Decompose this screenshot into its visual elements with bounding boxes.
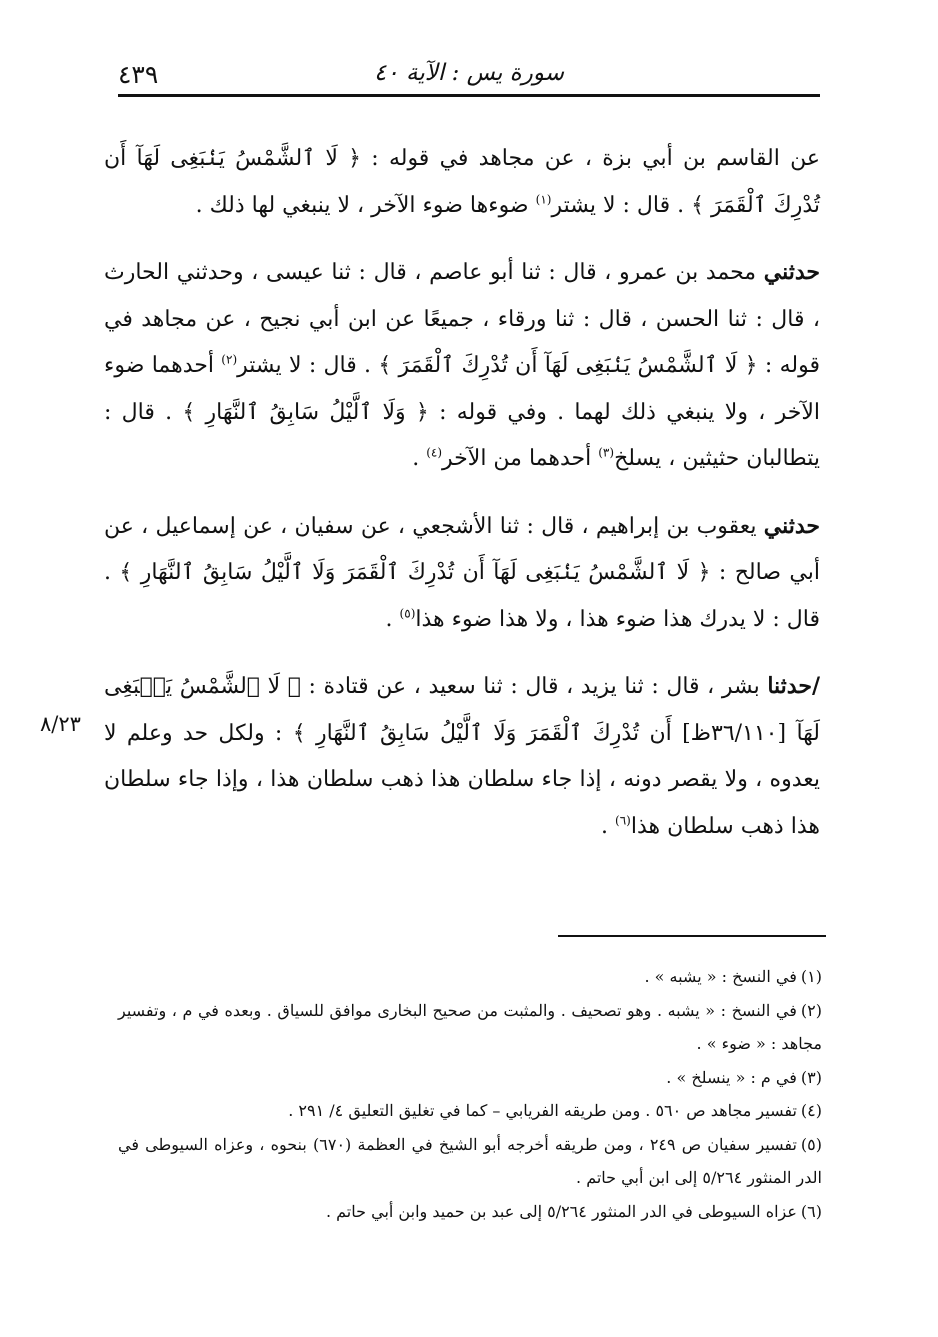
- main-text: [104, 136, 820, 850]
- footnote-3: [118, 1061, 822, 1095]
- footnote-1: [118, 960, 822, 994]
- footnote-reference[interactable]: (٦): [615, 813, 631, 828]
- running-head: [118, 58, 820, 97]
- page-number: ٤٣٩: [118, 60, 159, 89]
- paragraph-text: عن القاسم بن أبي بزة ، عن مجاهد في قوله : ﴿ لَا ٱلشَّمْسُ يَنۢبَغِى لَهَآ أَن تُدْرِكَ ٱلْقَمَرَ ﴾ . قال : لا يشتر: [104, 146, 820, 218]
- footnote-number: (٦): [800, 1201, 822, 1221]
- footnote-text: عزاه السيوطى في الدر المنثور ٥/٢٦٤ إلى عبد بن حميد وابن أبي حاتم .: [325, 1201, 797, 1221]
- footnote-reference[interactable]: (١): [535, 192, 552, 207]
- paragraph-text: .: [385, 606, 400, 632]
- paragraph-text: يعقوب بن إبراهيم ، قال : ثنا الأشجعي ، عن سفيان ، عن إسماعيل ، عن أبي صالح : ﴿ لَا ٱلشَّمْسُ يَنۢبَغِى لَهَآ أَن تُدْرِكَ ٱلْقَمَرَ وَلَا ٱلَّيْلُ سَابِقُ ٱلنَّهَارِ ﴾ . قال : لا يدرك هذا ضوء هذا ، ولا هذا ضوء هذا: [104, 513, 820, 632]
- paragraph-text: .: [601, 813, 616, 839]
- footnote-separator: [558, 935, 826, 937]
- paragraph-text: محمد بن عمرو ، قال : ثنا أبو عاصم ، قال : ثنا عيسى ، وحدثني الحارث ، قال : ثنا الحسن ، قال : ثنا ورقاء ، جميعًا عن ابن أبي نجيح ، عن مجاهد في قوله : ﴿ لَا ٱلشَّمْسُ يَنۢبَغِى لَهَآ أَن تُدْرِكَ ٱلْقَمَرَ ﴾ . قال : لا يشتر: [104, 260, 820, 378]
- footnote-6: [118, 1195, 822, 1229]
- footnote-text: تفسير سفيان ص ٢٤٩ ، ومن طريقه أخرجه أبو الشيخ في العظمة (٦٧٠) بنحوه ، وعزاه السيوطى في الدر المنثور ٥/٢٦٤ إلى ابن أبي حاتم .: [118, 1134, 822, 1187]
- footnote-reference[interactable]: (٣): [598, 445, 615, 460]
- paragraph-2: [104, 249, 820, 483]
- paragraph-text: ضوءها ضوء الآخر ، لا ينبغي لها ذلك .: [195, 192, 536, 218]
- isnad-lead: حدثني: [763, 512, 820, 539]
- footnote-text: في م : « ينسلخ » .: [666, 1067, 797, 1087]
- footnotes: [118, 960, 822, 1228]
- footnote-2: [118, 994, 822, 1061]
- footnote-reference[interactable]: (٥): [399, 606, 416, 621]
- isnad-lead: /حدثنا: [767, 673, 820, 699]
- margin-reference: ٨/٢٣: [40, 712, 81, 736]
- footnote-text: في النسخ : « يشبه » .: [644, 967, 797, 986]
- footnote-number: (٣): [800, 1067, 822, 1087]
- footnote-text: في النسخ : « يشبه . وهو تصحيف . والمثبت من صحيح البخارى موافق للسياق . وبعده في م ، وتفسير مجاهد : « ضوء » .: [118, 1000, 822, 1053]
- footnote-number: (١): [800, 967, 822, 986]
- paragraph-1: [104, 136, 820, 229]
- footnote-5: [118, 1128, 822, 1195]
- paragraph-3: [104, 503, 820, 644]
- footnote-text: تفسير مجاهد ص ٥٦٠ . ومن طريقه الفريابي – كما في تغليق التعليق ٤/ ٢٩١ .: [288, 1101, 797, 1120]
- paragraph-text: أحدهما من الآخر: [442, 446, 599, 471]
- paragraph-text: بشر ، قال : ثنا يزيد ، قال : ثنا سعيد ، عن قتادة : ﴿ لَا ٱلشَّمْسُ يَنۢبَغِى لَهَآ [٣٦/١١٠ظ] أَن تُدْرِكَ ٱلْقَمَرَ وَلَا ٱلَّيْلُ سَابِقُ ٱلنَّهَارِ ﴾ : ولكل حد وعلم لا يعدوه ، ولا يقصر دونه ، إذا جاء سلطان هذا ذهب سلطان هذا ، وإذا جاء سلطان هذا ذهب سلطان هذا: [104, 674, 820, 839]
- footnote-reference[interactable]: (٤): [426, 445, 443, 460]
- footnote-number: (٤): [800, 1101, 822, 1120]
- footnote-4: [118, 1094, 822, 1128]
- footnote-number: (٢): [800, 1000, 822, 1020]
- isnad-lead: حدثني: [763, 259, 820, 285]
- running-head-title: سورة يس : الآية ٤٠: [374, 60, 564, 86]
- footnote-number: (٥): [800, 1134, 823, 1154]
- footnote-reference[interactable]: (٢): [221, 352, 238, 367]
- paragraph-text: أحدهما ضوء الآخر ، ولا ينبغي ذلك لهما . وفي قوله : ﴿ وَلَا ٱلَّيْلُ سَابِقُ ٱلنَّهَارِ ﴾ . قال : يتطالبان حثيثين ، يسلخ: [104, 353, 820, 471]
- paragraph-4: [104, 663, 820, 850]
- paragraph-text: .: [412, 446, 427, 471]
